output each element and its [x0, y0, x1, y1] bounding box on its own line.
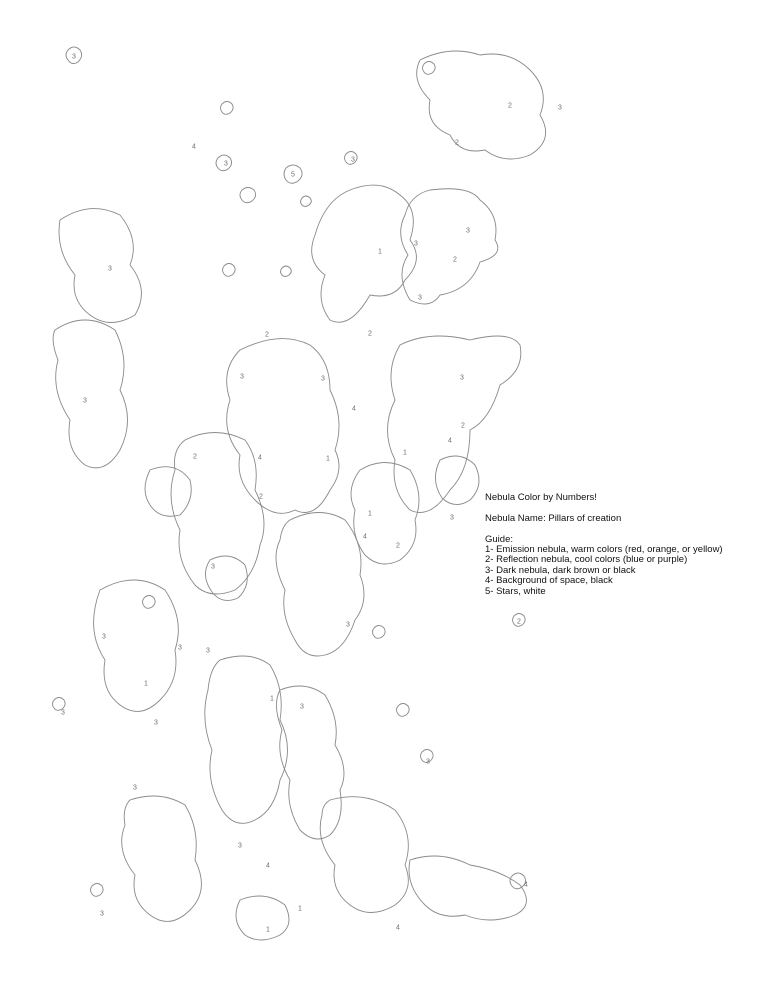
legend-title: Nebula Color by Numbers!: [485, 492, 597, 503]
region-number: 4: [352, 405, 356, 413]
guide-item: 4- Background of space, black: [485, 575, 613, 587]
region-number: 2: [508, 102, 512, 110]
region-number: 4: [363, 533, 367, 541]
region-number: 3: [72, 53, 76, 61]
region-number: 3: [321, 375, 325, 383]
region-number: 2: [453, 256, 457, 264]
region-number: 3: [133, 784, 137, 792]
region-number: 3: [224, 160, 228, 168]
region-number: 3: [61, 709, 65, 717]
region-number: 3: [238, 842, 242, 850]
region-number: 2: [455, 139, 459, 147]
region-number: 3: [414, 240, 418, 248]
region-number: 1: [378, 248, 382, 256]
region-number: 4: [266, 862, 270, 870]
guide-heading: Guide:: [485, 533, 513, 545]
region-number: 3: [108, 265, 112, 273]
star-shapes: [53, 47, 526, 896]
region-number: 3: [558, 104, 562, 112]
region-number: 3: [418, 294, 422, 302]
region-number: 4: [192, 143, 196, 151]
region-number: 3: [450, 514, 454, 522]
guide-item: 5- Stars, white: [485, 585, 546, 597]
region-number: 1: [270, 695, 274, 703]
region-number: 4: [258, 454, 262, 462]
region-number: 3: [154, 719, 158, 727]
guide-item: 1- Emission nebula, warm colors (red, orange, or yellow): [485, 544, 723, 555]
region-number: 3: [83, 397, 87, 405]
region-number: 3: [426, 758, 430, 766]
region-number: 3: [178, 644, 182, 652]
region-number: 2: [396, 542, 400, 550]
region-number: 3: [211, 563, 215, 571]
nebula-outlines: [53, 51, 546, 940]
nebula-name: Nebula Name: Pillars of creation: [485, 512, 622, 524]
region-number: 3: [346, 621, 350, 629]
color-guide-legend: [485, 493, 723, 597]
region-number: 2: [193, 453, 197, 461]
region-number: 1: [266, 926, 270, 934]
region-number: 3: [351, 156, 355, 164]
region-number: 4: [448, 437, 452, 445]
region-number: 1: [298, 905, 302, 913]
region-number: 3: [100, 910, 104, 918]
guide-item: 2- Reflection nebula, cool colors (blue or purple): [485, 554, 688, 566]
region-number: 2: [265, 331, 269, 339]
region-number: 3: [466, 227, 470, 235]
region-number: 1: [144, 680, 148, 688]
region-number: 2: [517, 618, 521, 626]
region-number: 3: [206, 647, 210, 655]
region-number: 5: [291, 171, 295, 179]
region-number: 2: [461, 422, 465, 430]
region-number: 2: [368, 330, 372, 338]
region-number: 4: [524, 881, 528, 889]
region-number: 1: [403, 449, 407, 457]
guide-item: 3- Dark nebula, dark brown or black: [485, 564, 636, 576]
region-number: 3: [240, 373, 244, 381]
region-number: 3: [460, 374, 464, 382]
region-number: 1: [368, 510, 372, 518]
region-number: 4: [396, 924, 400, 932]
region-number: 3: [300, 703, 304, 711]
region-number: 2: [259, 493, 263, 501]
region-number: 3: [102, 633, 106, 641]
region-number: 1: [326, 455, 330, 463]
